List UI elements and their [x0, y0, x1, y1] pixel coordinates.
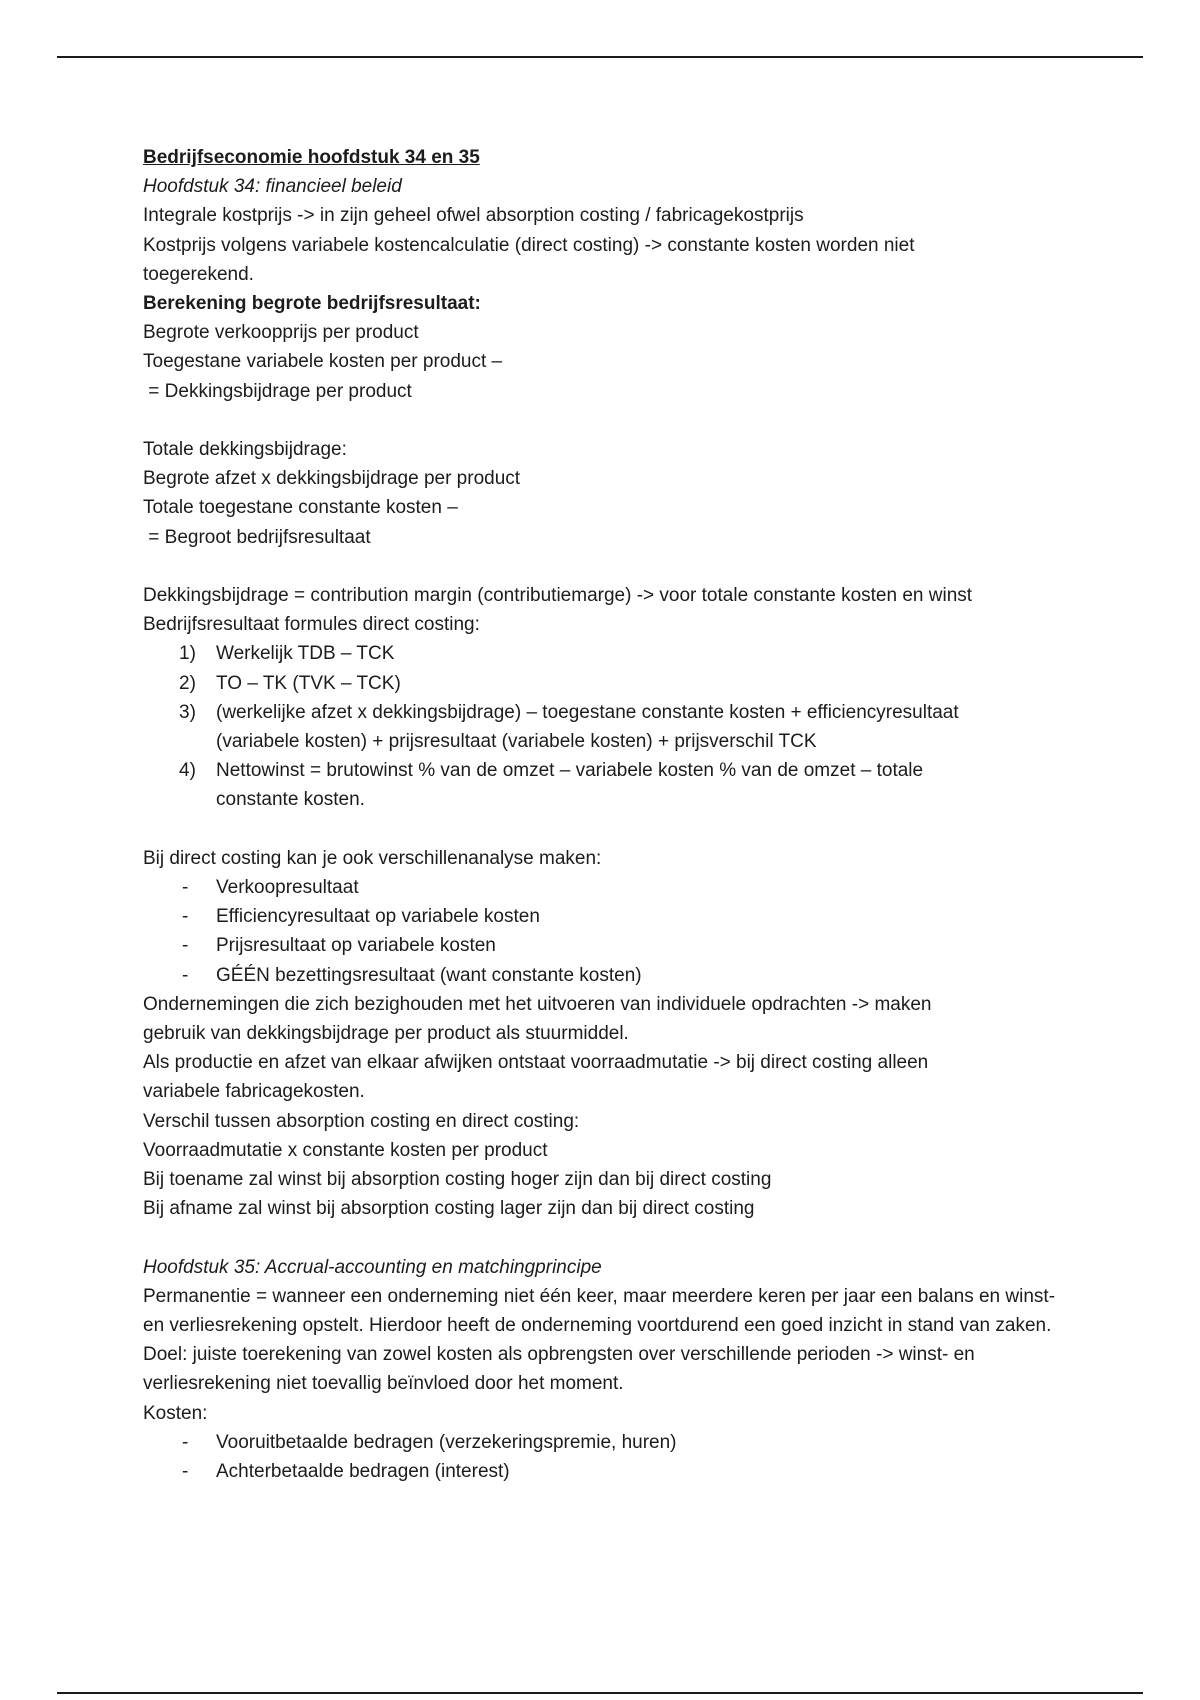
dash-bullet: -: [182, 1431, 189, 1453]
list-item-text: Verkoopresultaat: [216, 877, 359, 899]
paragraph: Verschil tussen absorption costing en direct costing:: [143, 1110, 580, 1132]
dash-bullet: -: [182, 935, 189, 957]
formula-item: [143, 639, 1103, 668]
formula-item: [143, 669, 1103, 698]
list-number: 3): [179, 701, 196, 723]
calc-line: Begrote verkoopprijs per product: [143, 322, 419, 344]
paragraph: Doel: juiste toerekening van zowel kosten als opbrengsten over verschillende perioden -> winst- en verliesrekening niet toevallig beïnvloed door het moment.: [143, 1344, 975, 1395]
formula-text: TO – TK (TVK – TCK): [216, 672, 401, 694]
list-item: [143, 961, 1103, 990]
paragraph: Ondernemingen die zich bezighouden met het uitvoeren van individuele opdrachten -> maken gebruik van dekkingsbijdrage per product als stuurmiddel.: [143, 993, 932, 1045]
analysis-heading: Bij direct costing kan je ook verschillenanalyse maken:: [143, 847, 602, 869]
paragraph: Permanentie = wanneer een onderneming niet één keer, maar meerdere keren per jaar een balans en winst- en verliesrekening opstelt. Hierdoor heeft de onderneming voortdurend een goed inzicht in stand van zaken.: [143, 1285, 1056, 1337]
paragraph: Voorraadmutatie x constante kosten per product: [143, 1139, 548, 1161]
spacer: [143, 1223, 1103, 1252]
dash-bullet: -: [182, 1461, 189, 1483]
header-rule: [57, 56, 1143, 58]
dash-bullet: -: [182, 877, 189, 899]
list-item: [143, 1428, 1103, 1457]
list-item-text: Achterbetaalde bedragen (interest): [216, 1461, 510, 1483]
list-item: [143, 873, 1103, 902]
formula-item: [143, 698, 1034, 756]
chapter-34-heading: Hoofdstuk 34: financieel beleid: [143, 176, 402, 198]
list-item-text: Prijsresultaat op variabele kosten: [216, 935, 496, 957]
formulas-heading: Bedrijfsresultaat formules direct costing:: [143, 614, 480, 636]
calc-heading: Berekening begrote bedrijfsresultaat:: [143, 293, 481, 315]
list-item-text: GÉÉN bezettingsresultaat (want constante kosten): [216, 964, 642, 986]
footer-rule: [57, 1692, 1143, 1694]
total-line: Totale dekkingsbijdrage:: [143, 439, 347, 461]
margin-definition: Dekkingsbijdrage = contribution margin (contributiemarge) -> voor totale constante kosten en winst: [143, 585, 973, 607]
calc-result-line: = Dekkingsbijdrage per product: [143, 380, 412, 402]
chapter-35-heading: Hoofdstuk 35: Accrual-accounting en matchingprincipe: [143, 1256, 602, 1278]
document-body: [143, 143, 1103, 1486]
total-line: Begrote afzet x dekkingsbijdrage per product: [143, 468, 521, 490]
dash-bullet: -: [182, 906, 189, 928]
formula-text: Werkelijk TDB – TCK: [216, 643, 395, 665]
list-item: [143, 931, 1103, 960]
paragraph: Bij afname zal winst bij absorption costing lager zijn dan bij direct costing: [143, 1198, 755, 1220]
total-result-line: = Begroot bedrijfsresultaat: [143, 526, 371, 548]
intro-line: Integrale kostprijs -> in zijn geheel ofwel absorption costing / fabricagekostprijs: [143, 205, 804, 227]
list-item: [143, 902, 1103, 931]
formula-item: [143, 756, 986, 814]
list-item-text: Vooruitbetaalde bedragen (verzekeringspremie, huren): [216, 1431, 677, 1453]
spacer: [143, 815, 1103, 844]
document-title: Bedrijfseconomie hoofdstuk 34 en 35: [143, 147, 480, 168]
intro-line: Kostprijs volgens variabele kostencalculatie (direct costing) -> constante kosten worden niet toegerekend.: [143, 234, 915, 285]
analysis-list: [143, 873, 1103, 990]
formula-text: (werkelijke afzet x dekkingsbijdrage) – toegestane constante kosten + efficiencyresultaat (variabele kosten) + prijsresultaat (variabele kosten) + prijsverschil TCK: [216, 701, 959, 753]
spacer: [143, 406, 1103, 435]
list-number: 4): [179, 760, 196, 782]
list-item-text: Efficiencyresultaat op variabele kosten: [216, 906, 540, 928]
list-item: [143, 1457, 1103, 1486]
paragraph: Kosten:: [143, 1402, 208, 1424]
paragraph: Als productie en afzet van elkaar afwijken ontstaat voorraadmutatie -> bij direct costing alleen variabele fabricagekosten.: [143, 1052, 929, 1103]
cost-list: [143, 1428, 1103, 1486]
list-number: 2): [179, 672, 196, 694]
formula-list: [143, 639, 1103, 814]
calc-line: Toegestane variabele kosten per product –: [143, 351, 503, 373]
list-number: 1): [179, 643, 196, 665]
paragraph: Bij toename zal winst bij absorption costing hoger zijn dan bij direct costing: [143, 1169, 772, 1191]
spacer: [143, 552, 1103, 581]
dash-bullet: -: [182, 964, 189, 986]
total-line: Totale toegestane constante kosten –: [143, 497, 458, 519]
formula-text: Nettowinst = brutowinst % van de omzet – variabele kosten % van de omzet – totale constante kosten.: [216, 760, 924, 811]
